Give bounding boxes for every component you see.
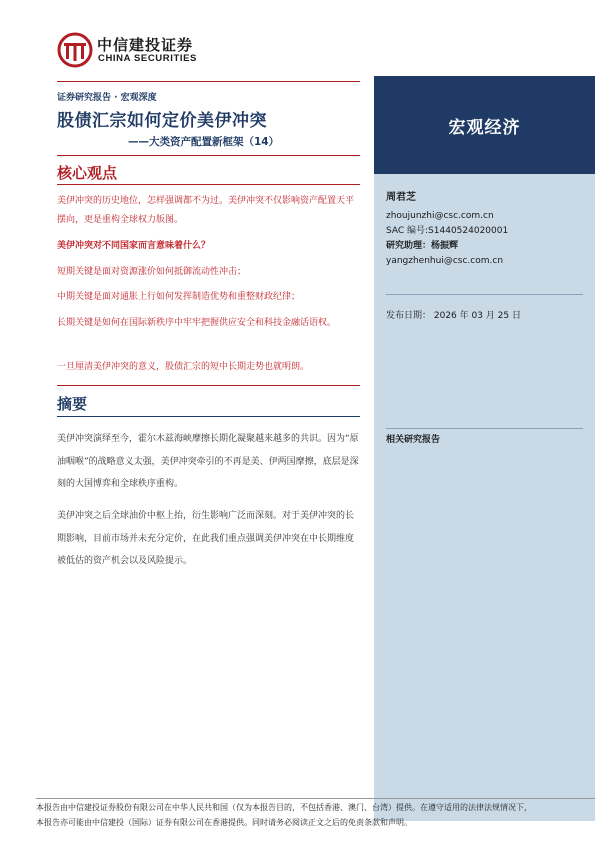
author-email[interactable]: zhoujunzhi@csc.com.cn	[386, 211, 494, 221]
report-subtitle: ——大类资产配置新框架（14）	[128, 136, 280, 148]
company-logo	[57, 32, 227, 68]
category-label: 宏观经济	[448, 117, 521, 138]
core-conclusion: 一旦厘清美伊冲突的意义，股债汇宗的短中长期走势也就明朗。	[57, 362, 310, 372]
author-info	[386, 190, 582, 269]
core-paragraph: 美伊冲突的历史地位，怎样强调都不为过。美伊冲突不仅影响资产配置天平摆向，更是重构全球权力版图。	[57, 196, 355, 225]
core-short-term: 短期关键是面对资源涨价如何抵御流动性冲击；	[57, 267, 247, 277]
summary-top-rule	[57, 385, 360, 386]
report-series: 证券研究报告 · 宏观深度	[57, 93, 157, 103]
china-securities-logo-icon	[57, 32, 93, 68]
core-top-rule	[57, 155, 360, 156]
disclaimer-line-2: 本报告亦可能由中信建投（国际）证券有限公司在香港提供。同时请务必阅读正文之后的免责条款和声明。	[36, 818, 412, 827]
research-assistant: 研究助理：杨振辉	[386, 241, 459, 251]
logo-chinese-name: 中信建投证券	[97, 36, 194, 54]
core-heading: 核心观点	[57, 164, 118, 182]
summary-paragraph-1: 美伊冲突演绎至今，霍尔木兹海峡摩擦长期化凝聚越来越多的共识。因为“原油咽喉”的战略意义太强，美伊冲突牵引的不再是美、伊两国摩擦，底层是深刻的大国博弈和全球秩序重构。	[57, 434, 359, 489]
summary-bottom-rule	[57, 416, 360, 417]
core-long-term: 长期关键是如何在国际新秩序中牢牢把握供应安全和科技金融话语权。	[57, 318, 337, 328]
publish-date: 发布日期： 2026 年 03 月 25 日	[386, 311, 521, 321]
report-title: 股债汇宗如何定价美伊冲突	[57, 111, 267, 131]
core-mid-term: 中期关键是面对通胀上行如何发挥制造优势和重整财政纪律；	[57, 292, 301, 302]
sidebar-divider	[386, 294, 583, 295]
logo-english-name: CHINA SECURITIES	[98, 53, 197, 64]
summary-paragraph-2: 美伊冲突之后全球油价中枢上抬，衍生影响广泛而深刻。对于美伊冲突的长期影响，目前市场并未充分定价，在此我们重点强调美伊冲突在中长期维度被低估的资产机会以及风险提示。	[57, 511, 355, 566]
disclaimer-line-1: 本报告由中信建投证券股份有限公司在中华人民共和国（仅为本报告目的，不包括香港、澳门、台湾）提供。在遵守适用的法律法规情况下，	[36, 803, 532, 812]
sidebar	[374, 76, 595, 821]
summary-heading: 摘要	[57, 395, 88, 413]
category-banner	[374, 76, 595, 174]
sac-number: SAC 编号:S1440524020001	[386, 226, 509, 236]
header-rule	[57, 81, 360, 82]
disclaimer-rule	[36, 798, 595, 799]
author-name: 周君芝	[386, 192, 416, 203]
assistant-email[interactable]: yangzhenhui@csc.com.cn	[386, 256, 504, 266]
disclaimer	[36, 800, 595, 830]
related-divider	[386, 428, 583, 429]
related-reports-title: 相关研究报告	[386, 435, 441, 445]
core-bottom-rule	[57, 184, 360, 185]
core-question: 美伊冲突对不同国家而言意味着什么？	[57, 241, 211, 251]
